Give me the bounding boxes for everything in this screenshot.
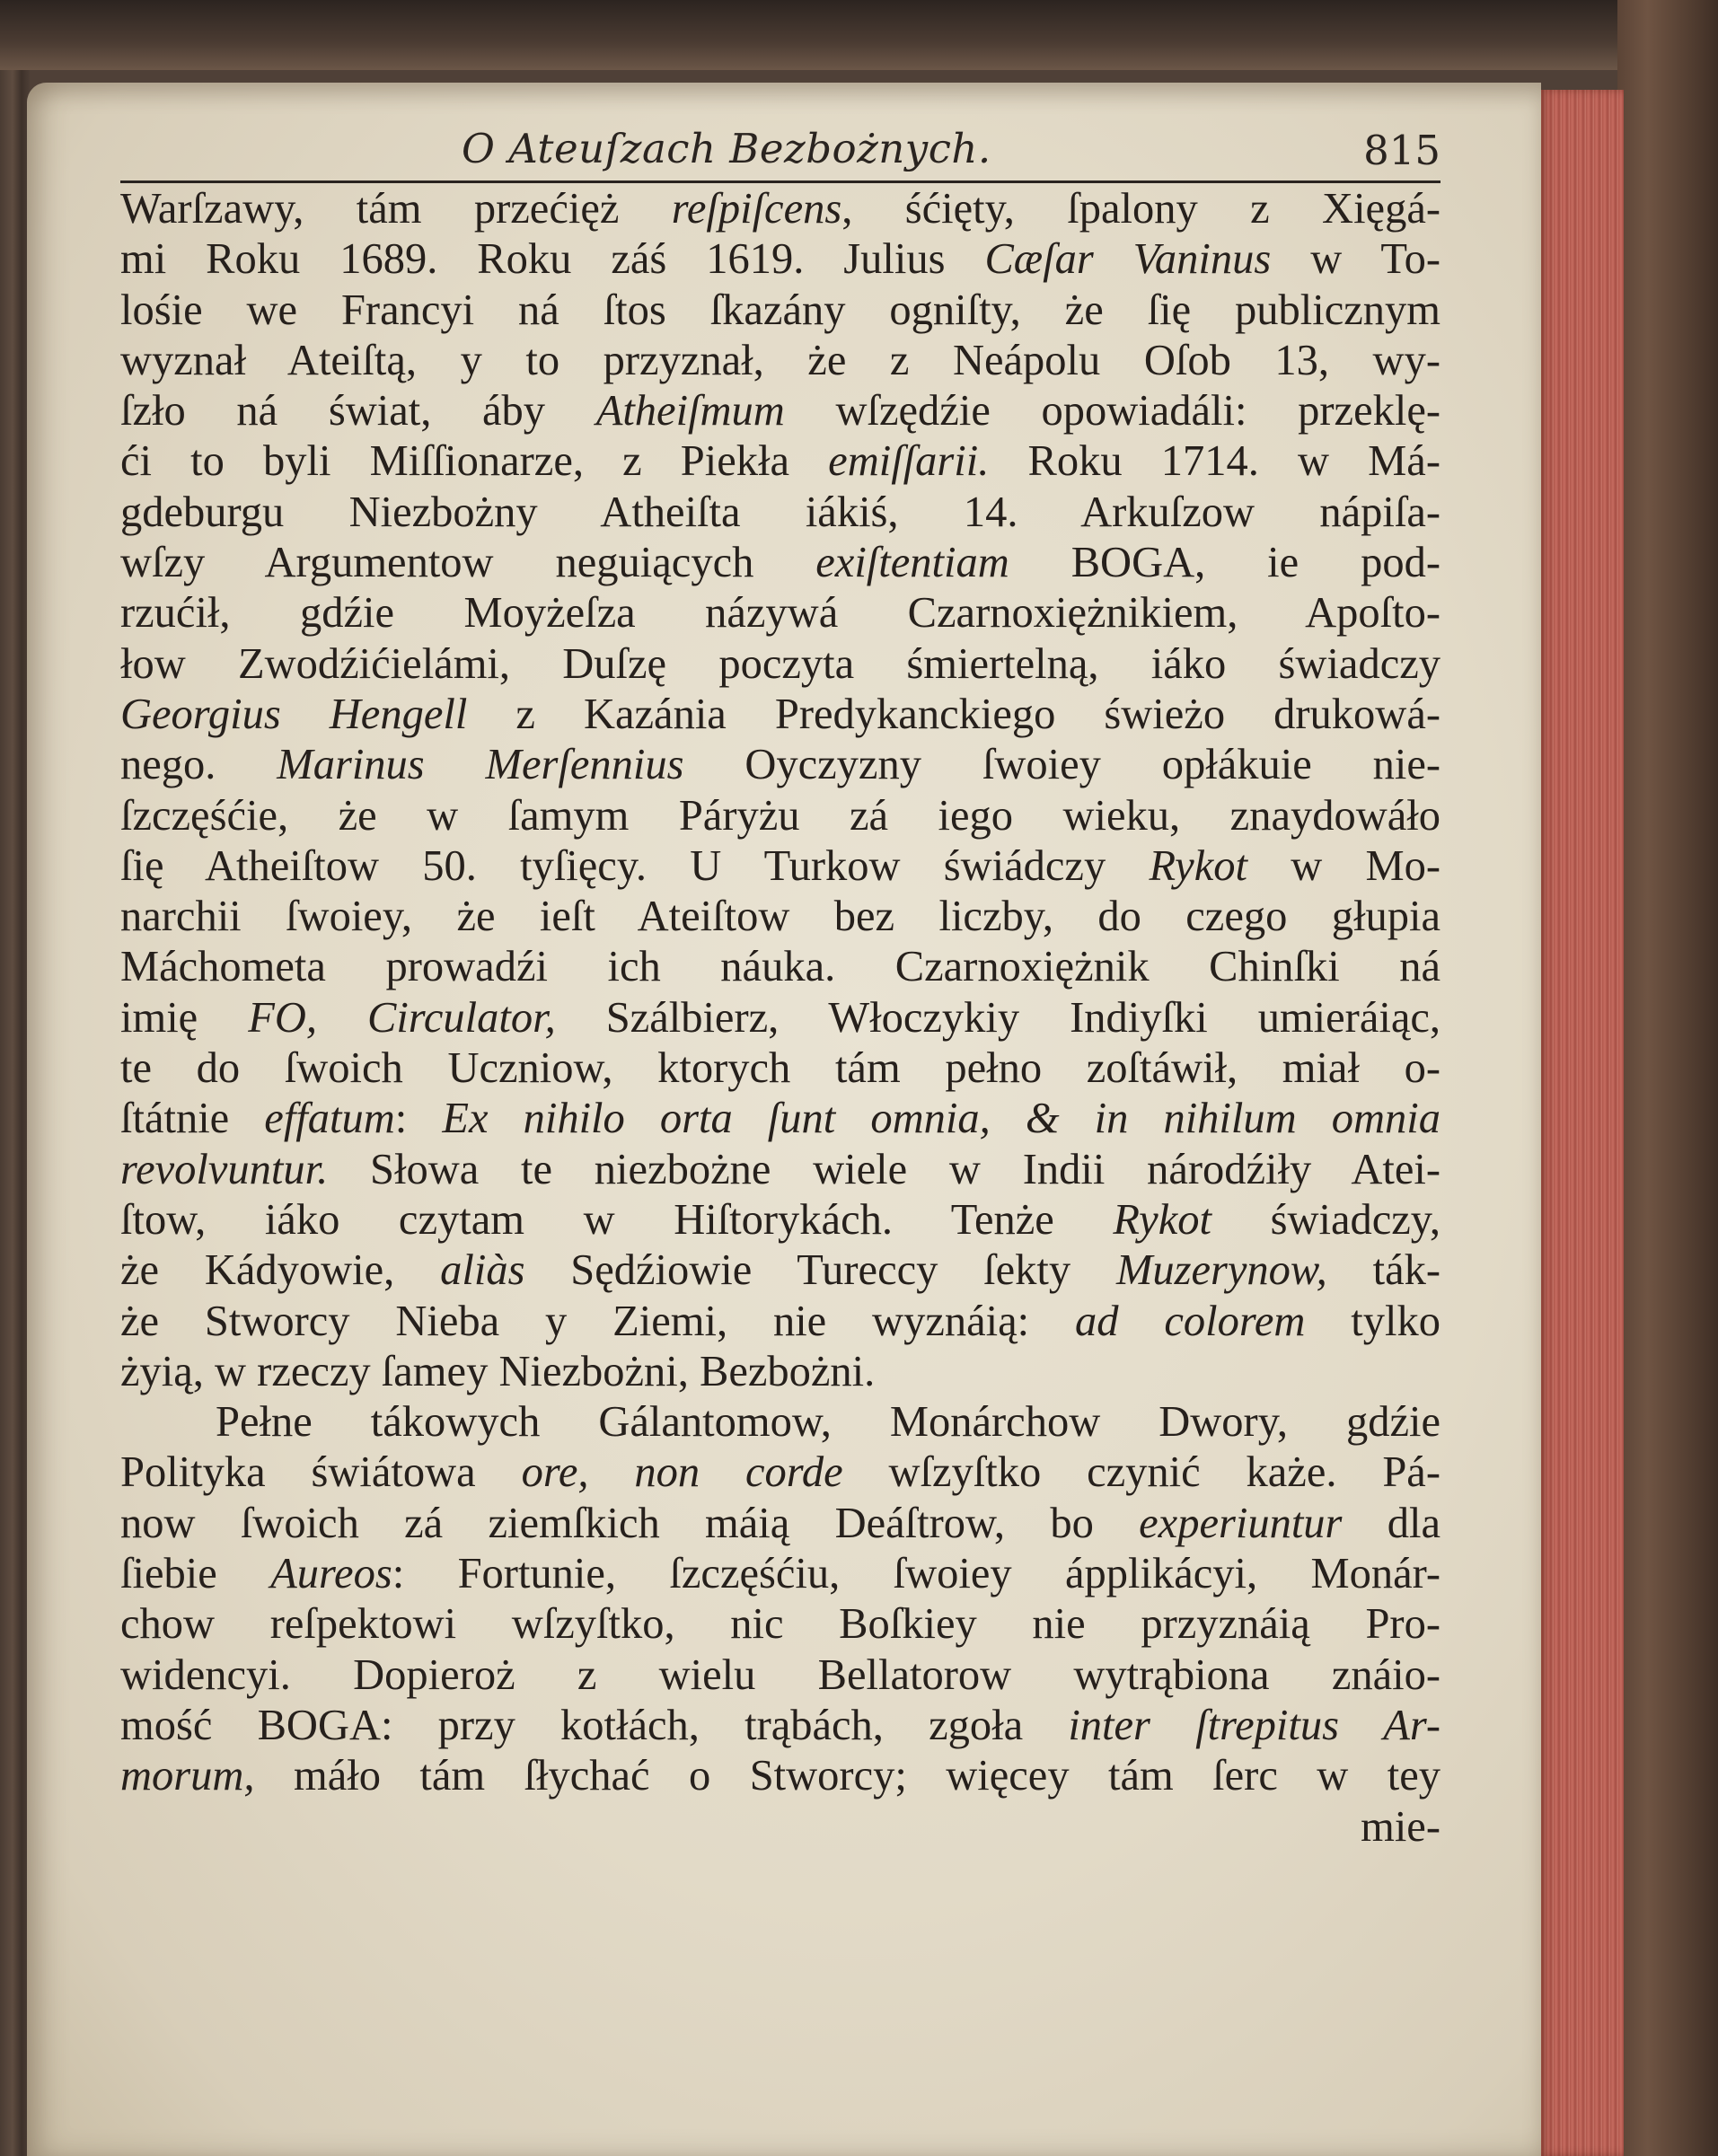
text-segment: gdeburgu Niezbożny Atheiſta iákiś, 14. Arkuſzow nápiſa- [120,488,1440,536]
italic-segment: experiuntur [1139,1499,1343,1547]
text-segment: chow reſpektowi wſzyſtko, nic Boſkiey nie przyznáią Pro- [120,1600,1440,1649]
text-line [120,538,1440,588]
text-line [120,1448,1440,1498]
book-cover-right-edge [1617,0,1718,2156]
text-segment: lośie we Francyi ná ſtos ſkazány ogniſty, że ſię publicznym [120,286,1440,334]
text-segment: dla [1342,1499,1440,1547]
text-segment: wſzędźie opowiadáli: przeklę- [784,387,1440,436]
text-segment: świadczy, [1211,1195,1440,1244]
text-line [120,639,1440,690]
text-segment: rzućił, gdźie Moyżeſza názywá Czarnoxiężnikiem, Apoſto- [120,589,1440,638]
text-segment: tylko [1305,1297,1440,1345]
italic-segment: reſpiſcens [671,185,842,233]
text-segment: ći to byli Miſſionarze, z Piekła [120,437,829,486]
text-segment: z Kazánia Predykanckiego świeżo drukowá- [467,690,1440,738]
text-line [120,740,1440,790]
text-segment: żyią, w rzeczy ſamey Niezbożni, Bezbożni. [120,1347,876,1395]
text-line [120,993,1440,1043]
text-line [120,1347,1440,1397]
text-segment: Warſzawy, tám przećięż [120,185,672,233]
italic-segment: Rykot [1113,1195,1211,1244]
italic-segment: Georgius Hengell [120,690,468,738]
text-line [120,892,1440,942]
text-segment: Polityka świátowa [120,1448,522,1497]
text-line [120,234,1440,285]
text-segment: ſiebie [120,1550,271,1598]
catchword: mie- [1361,1802,1440,1851]
italic-segment: Ex nihilo orta ſunt omnia, & in nihilum omnia [442,1095,1440,1143]
text-segment: imię [120,993,249,1042]
text-line [120,336,1440,386]
text-line [120,942,1440,992]
page-number: 815 [1363,127,1440,174]
text-line [120,1751,1440,1801]
text-segment: ták- [1326,1246,1440,1295]
text-line [120,488,1440,538]
text-line [120,1297,1440,1347]
text-segment: te do ſwoich Uczniow, ktorych tám pełno zoſtáwił, miał o- [120,1044,1440,1093]
text-line [120,1701,1440,1751]
italic-segment: effatum [264,1095,395,1143]
text-segment: , śćięty, ſpalony z Xięgá- [841,185,1440,233]
paragraph-first-line [120,1397,1440,1448]
text-segment: : Fortunie, ſzczęśćiu, ſwoiey ápplikácyi, Monár- [392,1550,1440,1598]
text-line [120,690,1440,740]
text-line [120,791,1440,841]
text-segment: now ſwoich zá ziemſkich máią Deáſtrow, bo [120,1499,1140,1547]
text-segment: máło tám ſłychać o Stworcy; więcey tám ſerc w tey [254,1752,1440,1800]
italic-segment: FO, Circulator, [248,993,556,1042]
text-segment: BOGA, ie pod- [1009,539,1440,587]
text-segment: że Stworcy Nieba y Ziemi, nie wyznáią: [120,1297,1075,1345]
italic-segment: ore, non corde [521,1448,843,1497]
text-segment: ſtow, iáko czytam w Hiſtorykách. Tenże [120,1195,1114,1244]
text-segment: w Mo- [1247,841,1440,890]
text-segment: ſzło ná świat, áby [120,387,596,436]
text-segment: mi Roku 1689. Roku záś 1619. Julius [120,235,985,284]
text-line [120,1094,1440,1144]
italic-segment: ad colorem [1074,1297,1306,1345]
text-segment: Sędźiowie Tureccy ſekty [524,1246,1116,1295]
text-segment: Szálbierz, Włoczykiy Indiyſki umieráiąc, [555,993,1440,1042]
text-line [120,1499,1440,1549]
italic-segment: morum, [120,1752,255,1800]
text-segment: narchii ſwoiey, że ieſt Ateiſtow bez liczby, do czego głupia [120,893,1440,941]
text-segment: Oyczyzny ſwoiey opłákuie nie- [683,741,1440,789]
text-line [120,841,1440,892]
text-segment: ſzczęśćie, że w ſamym Páryżu zá iego wieku, znaydowáło [120,791,1440,840]
text-line [120,1043,1440,1094]
italic-segment: inter ſtrepitus Ar- [1068,1701,1440,1749]
body-text [120,184,1440,1852]
text-segment: łow Zwodźićielámi, Duſzę poczyta śmiertelną, iáko świadczy [120,639,1440,688]
text-segment: : [394,1095,443,1143]
italic-segment: emiſſarii. [828,437,990,486]
text-line [120,184,1440,234]
text-segment: wſzy Argumentow neguiących [120,539,816,587]
running-title: O Ateuſzach Bezbożnych. [462,125,991,172]
text-segment: Słowa te niezbożne wiele w Indii národźiły Atei- [328,1145,1440,1193]
text-segment: w To- [1271,235,1440,284]
text-segment: nego. [120,741,278,789]
italic-segment: exiſtentiam [815,539,1009,587]
text-line [120,1245,1440,1296]
text-line [120,1145,1440,1195]
text-line [120,1599,1440,1650]
italic-segment: Aureos [270,1550,392,1598]
italic-segment: Marinus Merſennius [277,741,684,789]
text-line [120,1195,1440,1245]
text-line [120,386,1440,436]
text-segment: ſtátnie [120,1095,265,1143]
text-segment: że Kádyowie, [120,1246,441,1295]
text-segment: mość BOGA: przy kotłách, trąbách, zgoła [120,1701,1069,1749]
text-segment: wyznał Ateiſtą, y to przyznał, że z Neápolu Oſob 13, wy- [120,336,1440,384]
header-rule [120,180,1440,183]
italic-segment: Muzerynow, [1115,1246,1327,1295]
text-line [120,588,1440,638]
text-line [120,1549,1440,1599]
text-line [120,286,1440,336]
italic-segment: Rykot [1149,841,1247,890]
running-head [120,119,1440,184]
italic-segment: revolvuntur. [120,1145,329,1193]
text-segment: Roku 1714. w Má- [989,437,1440,486]
book-cover-top-edge [0,0,1718,70]
text-segment: widencyi. Dopieroż z wielu Bellatorow wytrąbiona znáio- [120,1650,1440,1699]
italic-segment: aliàs [440,1246,525,1295]
text-segment: wſzyſtko czynić każe. Pá- [842,1448,1440,1497]
text-line [120,436,1440,487]
text-segment: Máchometa prowadźi ich náuka. Czarnoxiężnik Chinſki ná [120,943,1440,991]
page-block-red-edges [1537,90,1624,2156]
text-segment: ſię Atheiſtow 50. tyſięcy. U Turkow świádczy [120,841,1150,890]
text-segment: Pełne tákowych Gálantomow, Monárchow Dwory, gdźie [216,1398,1440,1447]
italic-segment: Cæſar Vaninus [984,235,1272,284]
text-line [120,1650,1440,1701]
italic-segment: Atheiſmum [595,387,785,436]
